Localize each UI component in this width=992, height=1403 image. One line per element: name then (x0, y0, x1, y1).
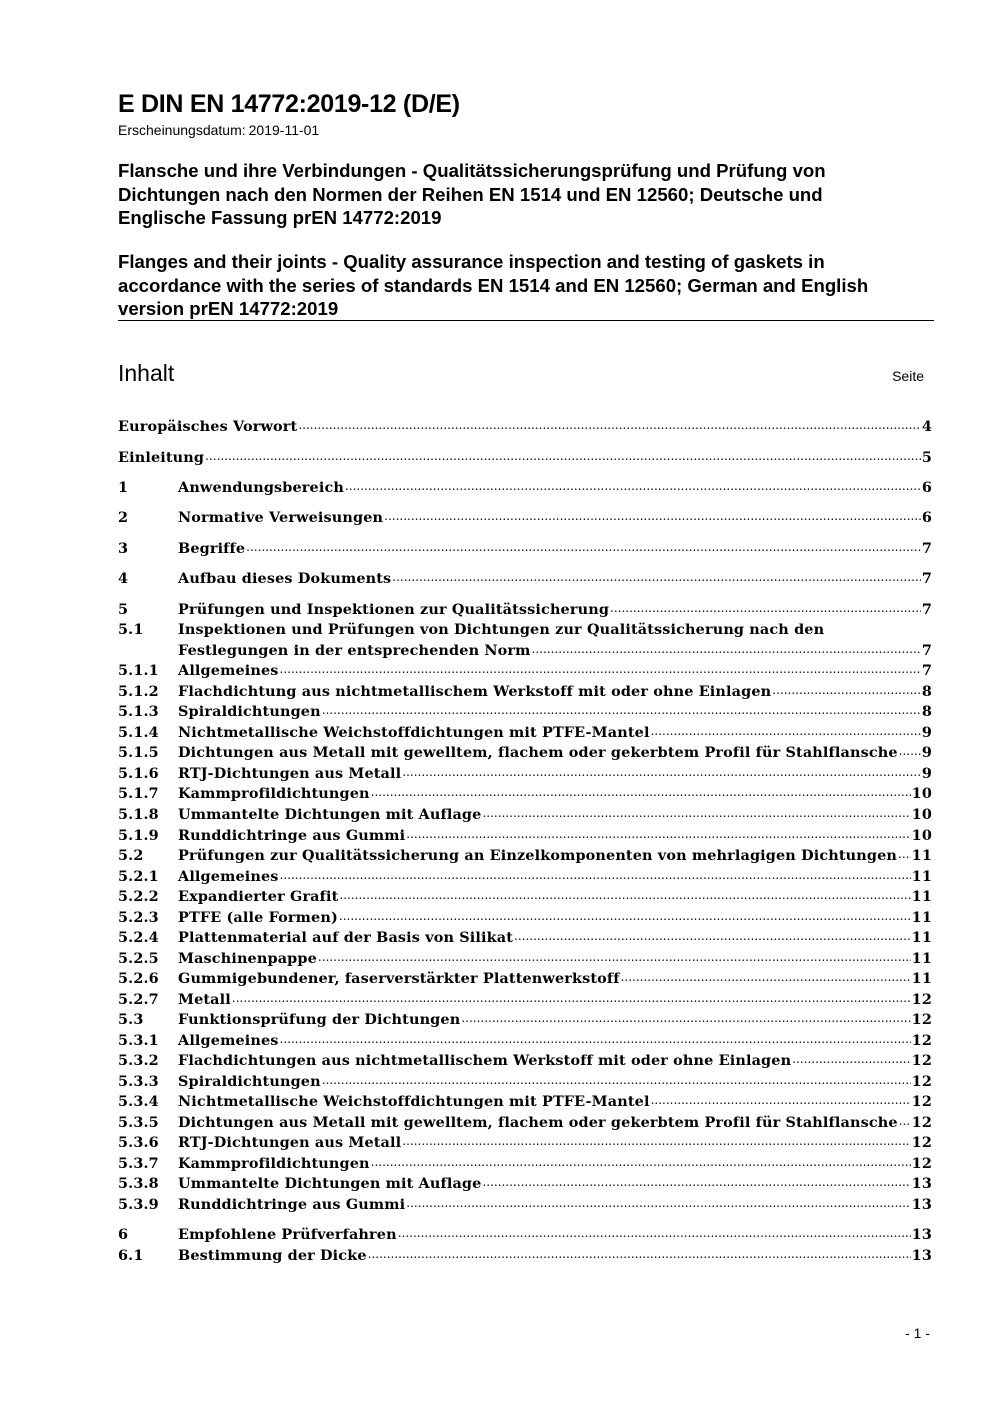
toc-dot-leader (482, 804, 910, 821)
toc-entry-label: PTFE (alle Formen) (178, 909, 338, 926)
toc-entry-label: Inspektionen und Prüfungen von Dichtungen zur Qualitätssicherung nach den (178, 621, 825, 638)
toc-entry-number: 5.2.3 (118, 909, 159, 926)
toc-entry-page: 10 (911, 827, 932, 844)
toc-entry-number: 5.3.2 (118, 1052, 159, 1069)
toc-entry-number: 5.1.5 (118, 744, 159, 761)
toc-entry-number: 5.2.6 (118, 970, 159, 987)
toc-entry-number: 5.3 (118, 1011, 144, 1028)
toc-entry-label: Empfohlene Prüfverfahren (178, 1226, 397, 1243)
toc-entry-page: 11 (911, 847, 932, 864)
toc-dot-leader (482, 1173, 910, 1190)
toc-dot-leader (514, 927, 911, 944)
document-number: E DIN EN 14772:2019-12 (D/E) (118, 90, 460, 118)
toc-entry-page: 12 (911, 1114, 932, 1131)
toc-entry-number: 4 (118, 570, 129, 587)
toc-entry[interactable] (118, 724, 932, 744)
toc-entry[interactable] (118, 950, 932, 970)
toc-entry-number: 5.2.5 (118, 950, 159, 967)
toc-entry-label: Anwendungsbereich (178, 479, 344, 496)
toc-dot-leader (392, 568, 921, 585)
toc-entry[interactable] (118, 683, 932, 703)
toc-entry-page: 13 (911, 1196, 932, 1213)
title-line: Dichtungen nach den Normen der Reihen EN 1514 und EN 12560; Deutsche und (118, 183, 823, 205)
toc-entry[interactable] (118, 479, 932, 499)
title-line: accordance with the series of standards EN 1514 and EN 12560; German and English (118, 274, 869, 296)
toc-dot-leader (610, 599, 921, 616)
toc-entry-page: 6 (921, 509, 932, 526)
toc-entry-number: 5.1.7 (118, 785, 159, 802)
toc-entry-label: Spiraldichtungen (178, 1073, 321, 1090)
toc-entry[interactable] (118, 970, 932, 990)
toc-dot-leader (345, 477, 921, 494)
toc-entry-number: 5.1.1 (118, 662, 159, 679)
toc-entry-label: Plattenmaterial auf der Basis von Silikat (178, 929, 514, 946)
toc-entry[interactable] (118, 621, 932, 641)
toc-entry-label: Allgemeines (178, 1032, 279, 1049)
toc-entry-number: 5.3.3 (118, 1073, 159, 1090)
toc-entry-label: Flachdichtungen aus nichtmetallischem Werkstoff mit oder ohne Einlagen (178, 1052, 792, 1069)
toc-entry[interactable] (118, 418, 932, 438)
toc-entry-number: 5.2.7 (118, 991, 159, 1008)
toc-dot-leader (899, 742, 921, 759)
toc-entry[interactable] (118, 1155, 932, 1175)
toc-entry-label: Runddichtringe aus Gummi (178, 1196, 406, 1213)
toc-entry-number: 5.1 (118, 621, 144, 638)
toc-entry-number: 3 (118, 540, 129, 557)
toc-entry-page: 10 (911, 785, 932, 802)
publication-date-label: Erscheinungsdatum: (118, 122, 246, 138)
toc-dot-leader (398, 1224, 911, 1241)
title-line: Flanges and their joints - Quality assurance inspection and testing of gaskets in (118, 251, 825, 272)
toc-entry-number: 5.3.7 (118, 1155, 159, 1172)
toc-entry-page: 12 (911, 1093, 932, 1110)
toc-entry-label: Festlegungen in der entsprechenden Norm (178, 642, 531, 659)
toc-entry-page: 11 (911, 929, 932, 946)
toc-entry-page: 10 (911, 806, 932, 823)
toc-heading: Inhalt (118, 360, 175, 386)
toc-dot-leader (772, 681, 921, 698)
toc-entry-label: Aufbau dieses Dokuments (178, 570, 392, 587)
toc-page-column-label: Seite (892, 368, 924, 384)
toc-entry[interactable] (118, 991, 932, 1011)
title-line: Englische Fassung prEN 14772:2019 (118, 207, 442, 228)
toc-entry-number: 5.1.9 (118, 827, 159, 844)
toc-entry-page: 13 (911, 1226, 932, 1243)
toc-entry[interactable] (118, 1247, 932, 1267)
toc-entry-label: Allgemeines (178, 662, 279, 679)
toc-entry-page: 7 (921, 662, 932, 679)
toc-dot-leader (280, 866, 911, 883)
toc-dot-leader (318, 948, 911, 965)
toc-entry-number: 5.1.2 (118, 683, 159, 700)
toc-dot-leader (621, 968, 911, 985)
toc-entry[interactable] (118, 1032, 932, 1052)
toc-entry-number: 5.2.2 (118, 888, 159, 905)
toc-dot-leader (322, 1071, 911, 1088)
toc-entry[interactable] (118, 868, 932, 888)
toc-entry-label: Bestimmung der Dicke (178, 1247, 367, 1264)
toc-entry-label: RTJ-Dichtungen aus Metall (178, 1134, 402, 1151)
toc-dot-leader (651, 722, 921, 739)
toc-entry-page: 11 (911, 909, 932, 926)
toc-dot-leader (792, 1050, 910, 1067)
toc-entry-number: 6.1 (118, 1247, 144, 1264)
toc-entry[interactable] (118, 827, 932, 847)
title-line: version prEN 14772:2019 (118, 298, 339, 319)
toc-entry-page: 5 (921, 449, 932, 466)
toc-entry-page: 6 (921, 479, 932, 496)
toc-dot-leader (280, 660, 921, 677)
toc-dot-leader (205, 447, 921, 464)
toc-entry[interactable] (118, 1134, 932, 1154)
toc-entry-label: Normative Verweisungen (178, 509, 384, 526)
toc-entry-label: Spiraldichtungen (178, 703, 321, 720)
toc-dot-leader (651, 1091, 911, 1108)
toc-entry-label: Metall (178, 991, 231, 1008)
toc-entry-label: Einleitung (118, 449, 205, 466)
toc-entry-label: Ummantelte Dichtungen mit Auflage (178, 806, 482, 823)
toc-entry-number: 5.3.9 (118, 1196, 159, 1213)
toc-entry[interactable] (118, 1093, 932, 1113)
toc-dot-leader (461, 1009, 910, 1026)
toc-entry-label: Begriffe (178, 540, 246, 557)
toc-dot-leader (371, 1153, 911, 1170)
toc-dot-leader (339, 907, 911, 924)
toc-dot-leader (280, 1030, 911, 1047)
toc-dot-leader (322, 701, 921, 718)
toc-entry-page: 7 (921, 570, 932, 587)
publication-date-value: 2019-11-01 (248, 122, 320, 138)
toc-entry-number: 6 (118, 1226, 129, 1243)
toc-entry[interactable] (118, 909, 932, 929)
toc-entry[interactable] (118, 744, 932, 764)
toc-entry-label: Kammprofildichtungen (178, 785, 370, 802)
toc-entry[interactable] (118, 509, 932, 529)
toc-dot-leader (898, 845, 911, 862)
toc-entry-page: 8 (921, 703, 932, 720)
toc-dot-leader (402, 763, 921, 780)
toc-entry-page: 12 (911, 1011, 932, 1028)
toc-entry-number: 5.1.3 (118, 703, 159, 720)
title-line: Flansche und ihre Verbindungen - Qualitätssicherungsprüfung und Prüfung von (118, 160, 826, 181)
toc-entry-page: 8 (921, 683, 932, 700)
toc-dot-leader (371, 783, 911, 800)
toc-entry-label: Funktionsprüfung der Dichtungen (178, 1011, 461, 1028)
toc-entry-label: Flachdichtung aus nichtmetallischem Werkstoff mit oder ohne Einlagen (178, 683, 772, 700)
toc-entry[interactable] (118, 662, 932, 682)
toc-entry-label: Prüfungen zur Qualitätssicherung an Einzelkomponenten von mehrlagigen Dichtungen (178, 847, 898, 864)
toc-entry-page: 12 (911, 991, 932, 1008)
toc-dot-leader (384, 507, 921, 524)
toc-entry-number: 5.3.4 (118, 1093, 159, 1110)
toc-entry-page: 4 (921, 418, 932, 435)
toc-entry[interactable] (118, 929, 932, 949)
toc-entry[interactable] (118, 847, 932, 867)
toc-entry[interactable] (118, 703, 932, 723)
toc-entry-page: 11 (911, 970, 932, 987)
toc-entry-label: Dichtungen aus Metall mit gewelltem, flachem oder gekerbtem Profil für Stahlflansche (178, 744, 898, 761)
toc-entry-number: 1 (118, 479, 129, 496)
toc-entry-page: 12 (911, 1052, 932, 1069)
toc-entry-number: 5.1.4 (118, 724, 159, 741)
toc-dot-leader (298, 416, 921, 433)
toc-entry[interactable] (118, 1114, 932, 1134)
toc-entry-number: 5.3.1 (118, 1032, 159, 1049)
toc-entry-number: 5.2 (118, 847, 144, 864)
toc-entry-label: Nichtmetallische Weichstoffdichtungen mit PTFE-Mantel (178, 724, 650, 741)
toc-entry-label: Kammprofildichtungen (178, 1155, 370, 1172)
toc-entry[interactable] (118, 1052, 932, 1072)
toc-entry-label: Maschinenpappe (178, 950, 317, 967)
toc-entry[interactable] (118, 1011, 932, 1031)
toc-entry-page: 9 (921, 724, 932, 741)
toc-entry-page: 9 (921, 744, 932, 761)
toc-entry-page: 11 (911, 868, 932, 885)
toc-dot-leader (368, 1245, 911, 1262)
toc-entry-label: Dichtungen aus Metall mit gewelltem, flachem oder gekerbtem Profil für Stahlflansche (178, 1114, 898, 1131)
toc-entry-page: 11 (911, 888, 932, 905)
toc-dot-leader (339, 886, 910, 903)
toc-entry-number: 2 (118, 509, 129, 526)
toc-entry-page: 11 (911, 950, 932, 967)
toc-entry-label: RTJ-Dichtungen aus Metall (178, 765, 402, 782)
toc-entry[interactable] (118, 449, 932, 469)
toc-entry[interactable] (118, 540, 932, 560)
toc-entry[interactable] (118, 888, 932, 908)
toc-entry-label: Runddichtringe aus Gummi (178, 827, 406, 844)
toc-entry-page: 13 (911, 1247, 932, 1264)
toc-entry-page: 7 (921, 540, 932, 557)
toc-entry-page: 7 (921, 601, 932, 618)
toc-entry-label: Allgemeines (178, 868, 279, 885)
toc-entry-label: Expandierter Grafit (178, 888, 339, 905)
toc-entry-number: 5 (118, 601, 129, 618)
toc-entry-page: 12 (911, 1155, 932, 1172)
toc-entry-number: 5.1.6 (118, 765, 159, 782)
toc-entry-page: 9 (921, 765, 932, 782)
toc-entry[interactable] (118, 765, 932, 785)
toc-entry[interactable] (118, 1226, 932, 1246)
toc-entry-label: Europäisches Vorwort (118, 418, 298, 435)
toc-entry-page: 12 (911, 1073, 932, 1090)
toc-entry-label: Gummigebundener, faserverstärkter Plattenwerkstoff (178, 970, 620, 987)
toc-entry-number: 5.3.6 (118, 1134, 159, 1151)
toc-entry-page: 12 (911, 1134, 932, 1151)
toc-entry-label: Nichtmetallische Weichstoffdichtungen mit PTFE-Mantel (178, 1093, 650, 1110)
toc-dot-leader (406, 1194, 910, 1211)
toc-dot-leader (532, 640, 921, 657)
toc-entry[interactable] (118, 642, 932, 662)
toc-entry[interactable] (118, 570, 932, 590)
table-of-contents (118, 0, 932, 1403)
toc-dot-leader (402, 1132, 910, 1149)
toc-entry-label: Ummantelte Dichtungen mit Auflage (178, 1175, 482, 1192)
toc-dot-leader (899, 1112, 911, 1129)
toc-entry-page: 12 (911, 1032, 932, 1049)
toc-dot-leader (246, 538, 921, 555)
toc-entry-number: 5.3.5 (118, 1114, 159, 1131)
toc-entry-number: 5.2.4 (118, 929, 159, 946)
toc-entry[interactable] (118, 806, 932, 826)
toc-entry[interactable] (118, 601, 932, 621)
toc-dot-leader (406, 825, 910, 842)
toc-dot-leader (232, 989, 911, 1006)
toc-entry-number: 5.2.1 (118, 868, 159, 885)
toc-entry[interactable] (118, 785, 932, 805)
toc-entry[interactable] (118, 1175, 932, 1195)
toc-entry-label: Prüfungen und Inspektionen zur Qualitätssicherung (178, 601, 610, 618)
toc-entry-number: 5.3.8 (118, 1175, 159, 1192)
toc-entry[interactable] (118, 1073, 932, 1093)
toc-entry-number: 5.1.8 (118, 806, 159, 823)
toc-entry-page: 7 (921, 642, 932, 659)
toc-entry[interactable] (118, 1196, 932, 1216)
toc-entry-page: 13 (911, 1175, 932, 1192)
page-number: - 1 - (905, 1325, 930, 1341)
